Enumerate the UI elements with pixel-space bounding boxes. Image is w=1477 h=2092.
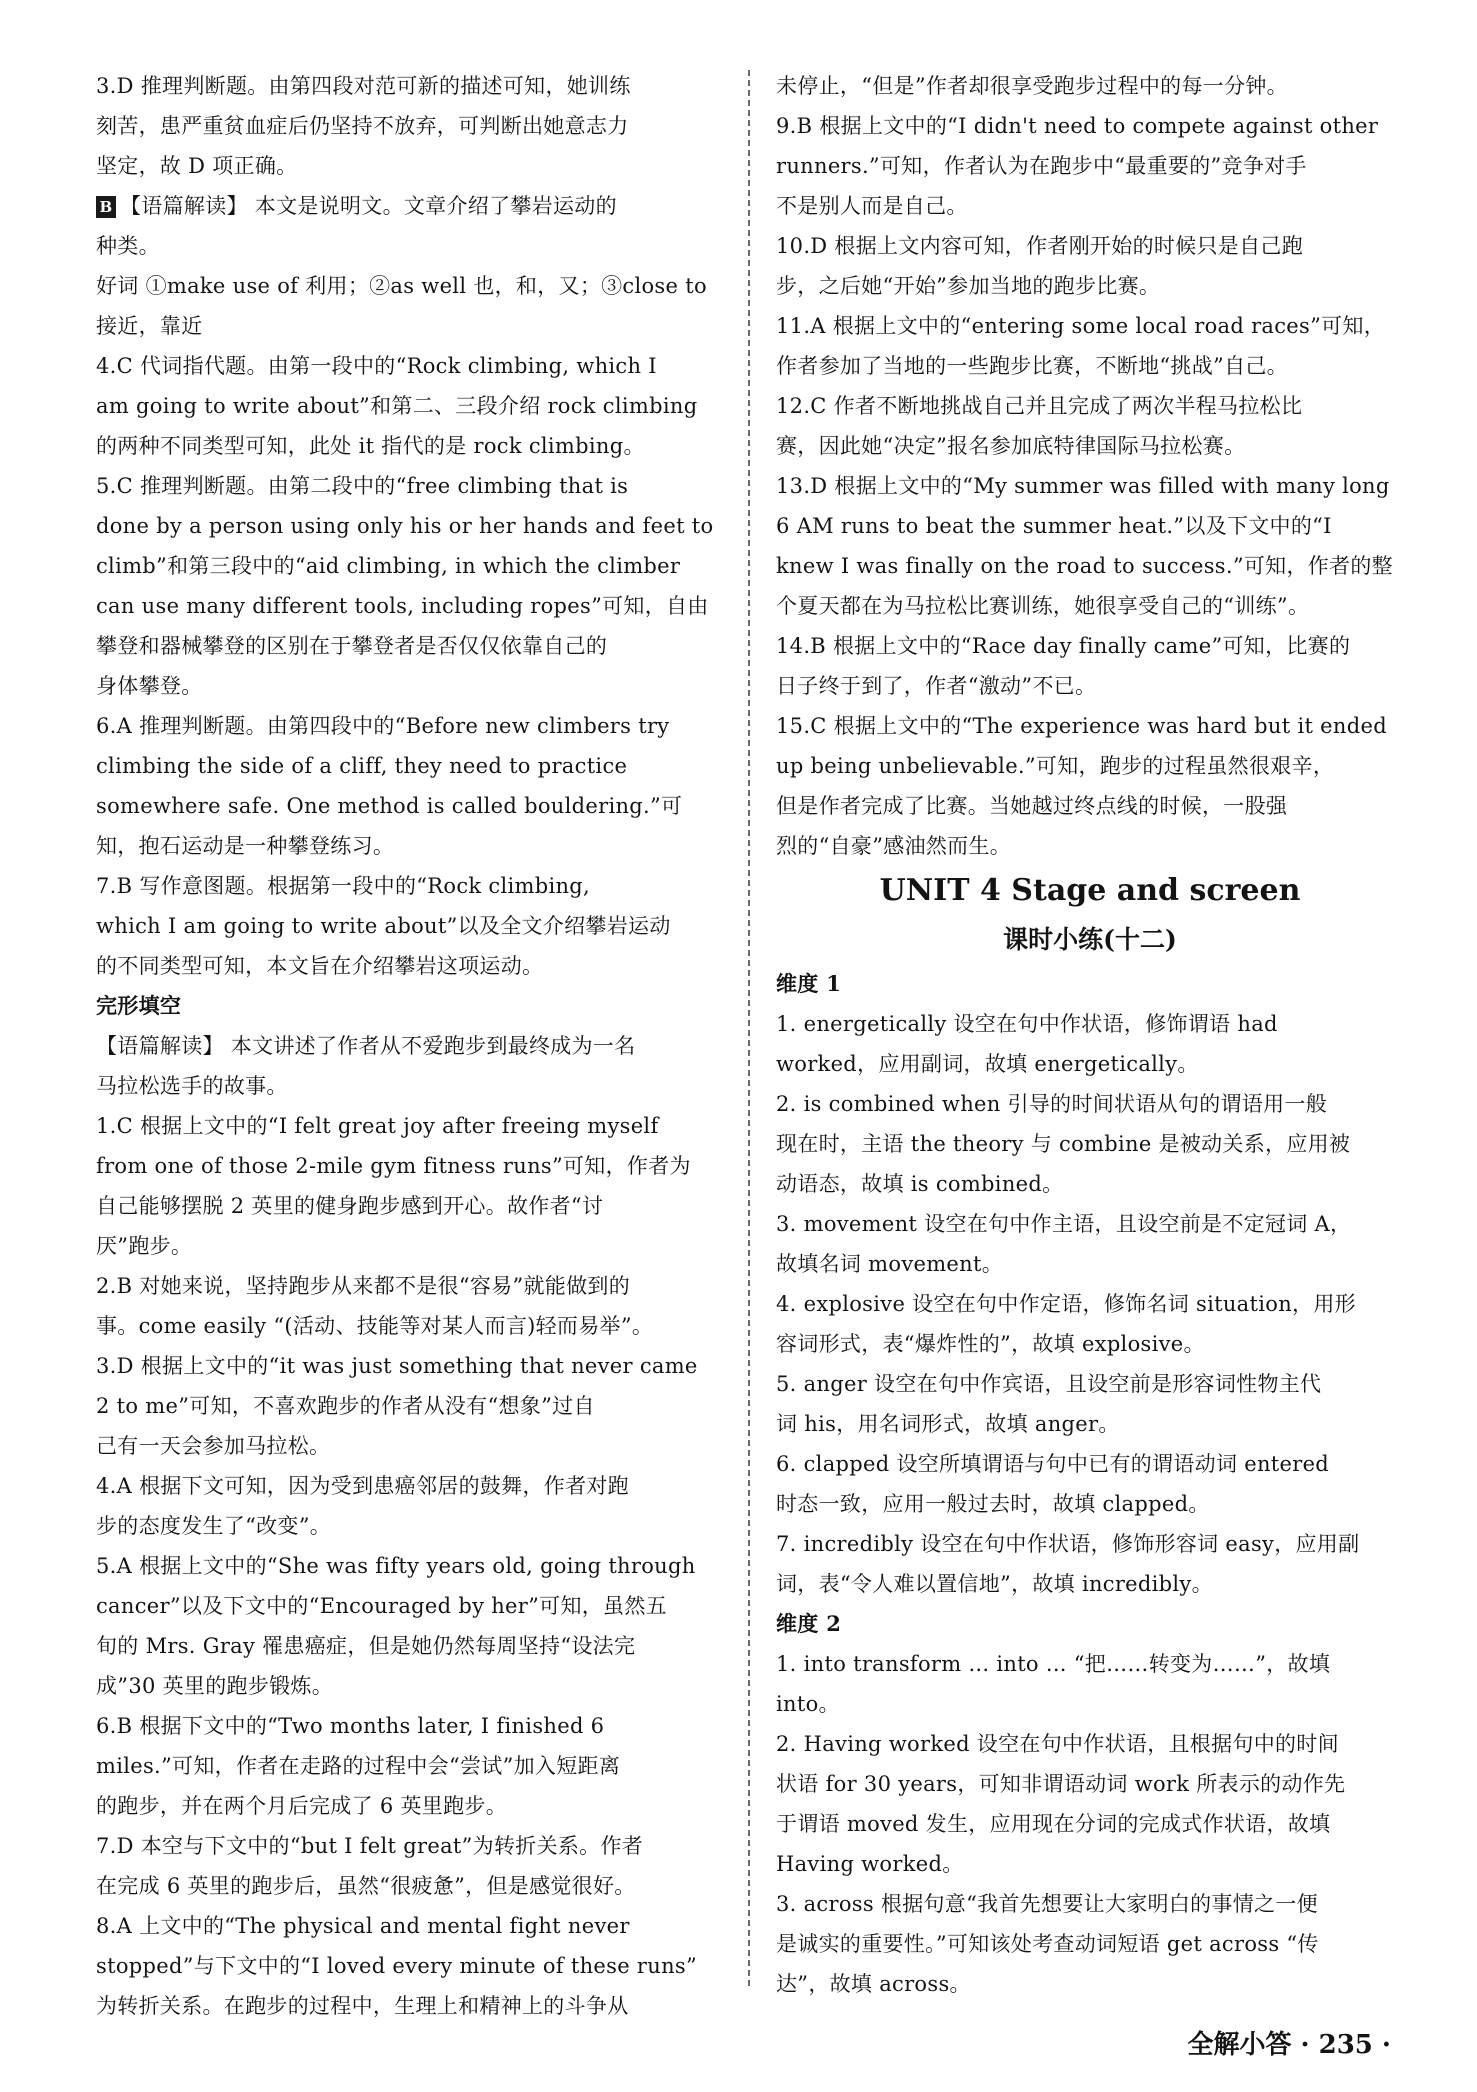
text-line: 4. explosive 设空在句中作定语，修饰名词 situation，用形 <box>776 1292 1356 1316</box>
text-line: 13.D 根据上文中的“My summer was filled with many long <box>776 474 1390 498</box>
text-line: into。 <box>776 1692 840 1716</box>
text-line: 2. is combined when 引导的时间状语从句的谓语用一般 <box>776 1092 1328 1116</box>
text-line: 达”，故填 across。 <box>776 1972 971 1996</box>
text-line: 不是别人而是自己。 <box>776 194 968 218</box>
text-line: 【语篇解读】 本文讲述了作者从不爱跑步到最终成为一名 <box>96 1034 636 1058</box>
passage-intro-line <box>96 186 722 226</box>
text-line: 故填名词 movement。 <box>776 1252 1004 1276</box>
text-line: from one of those 2-mile gym fitness runs”可知，作者为 <box>96 1154 691 1178</box>
text-line: 接近，靠近 <box>96 314 203 338</box>
text-line: which I am going to write about”以及全文介绍攀岩运动 <box>96 914 671 938</box>
text-line: stopped”与下文中的“I loved every minute of these runs” <box>96 1954 698 1978</box>
text-line: worked，应用副词，故填 energetically。 <box>776 1052 1199 1076</box>
text-line: 马拉松选手的故事。 <box>96 1074 288 1098</box>
text-line: up being unbelievable.”可知，跑步的过程虽然很艰辛， <box>776 754 1335 778</box>
text-line: 步的态度发生了“改变”。 <box>96 1514 332 1538</box>
text-line: 烈的“自豪”感油然而生。 <box>776 834 1012 858</box>
text-line: 7. incredibly 设空在句中作状语，修饰形容词 easy，应用副 <box>776 1532 1360 1556</box>
text-line: 2. Having worked 设空在句中作状语，且根据句中的时间 <box>776 1732 1339 1756</box>
text-line: 词 his，用名词形式，故填 anger。 <box>776 1412 1120 1436</box>
text-line: 己有一天会参加马拉松。 <box>96 1434 331 1458</box>
page-footer: 全解小答 · 235 · <box>1187 2030 1391 2060</box>
right-column <box>776 66 1404 2004</box>
text-line: 1. energetically 设空在句中作状语，修饰谓语 had <box>776 1012 1278 1036</box>
text-line: knew I was finally on the road to success.”可知，作者的整 <box>776 554 1393 578</box>
text-line: 但是作者完成了比赛。当她越过终点线的时候，一股强 <box>776 794 1288 818</box>
text-line: 好词 ①make use of 利用；②as well 也，和，又；③close to <box>96 274 707 298</box>
text-line: 身体攀登。 <box>96 674 203 698</box>
text-line: 12.C 作者不断地挑战自己并且完成了两次半程马拉松比 <box>776 394 1303 418</box>
text-line: 3. movement 设空在句中作主语，且设空前是不定冠词 A， <box>776 1212 1352 1236</box>
text-line: 4.A 根据下文可知，因为受到患癌邻居的鼓舞，作者对跑 <box>96 1474 629 1498</box>
text-line: 是诚实的重要性。”可知该处考查动词短语 get across “传 <box>776 1932 1319 1956</box>
section-label: 维度 2 <box>776 1611 842 1636</box>
unit-heading: UNIT 4 Stage and screen <box>879 873 1301 908</box>
text-line: 5. anger 设空在句中作宾语，且设空前是形容词性物主代 <box>776 1372 1322 1396</box>
text-line: 步，之后她“开始”参加当地的跑步比赛。 <box>776 274 1161 298</box>
text-line: 1.C 根据上文中的“I felt great joy after freeing myself <box>96 1114 659 1138</box>
text-line: 坚定，故 D 项正确。 <box>96 154 298 178</box>
text-line: 未停止，“但是”作者却很享受跑步过程中的每一分钟。 <box>776 74 1288 98</box>
text-line: 14.B 根据上文中的“Race day finally came”可知，比赛的 <box>776 634 1351 658</box>
text-line: 作者参加了当地的一些跑步比赛，不断地“挑战”自己。 <box>776 354 1288 378</box>
text-line: can use many different tools, including ropes”可知，自由 <box>96 594 709 618</box>
text-line: 攀登和器械攀登的区别在于攀登者是否仅仅依靠自己的 <box>96 634 608 658</box>
text-line: 3.D 根据上文中的“it was just something that never came <box>96 1354 698 1378</box>
column-divider <box>748 70 750 1986</box>
text-line: am going to write about”和第二、三段介绍 rock climbing <box>96 394 698 418</box>
text-line: 赛，因此她“决定”报名参加底特律国际马拉松赛。 <box>776 434 1246 458</box>
text-line: 5.A 根据上文中的“She was fifty years old, going through <box>96 1554 696 1578</box>
text-line: 的跑步，并在两个月后完成了 6 英里跑步。 <box>96 1794 508 1818</box>
text-line: runners.”可知，作者认为在跑步中“最重要的”竞争对手 <box>776 154 1307 178</box>
text-line: 自己能够摆脱 2 英里的健身跑步感到开心。故作者“讨 <box>96 1194 604 1218</box>
text-line: somewhere safe. One method is called bouldering.”可 <box>96 794 683 818</box>
text-line: 8.A 上文中的“The physical and mental fight never <box>96 1914 630 1938</box>
text-line: 7.D 本空与下文中的“but I felt great”为转折关系。作者 <box>96 1834 644 1858</box>
text-line: 9.B 根据上文中的“I didn't need to compete against other <box>776 114 1379 138</box>
text-line: 旬的 Mrs. Gray 罹患癌症，但是她仍然每周坚持“设法完 <box>96 1634 636 1658</box>
text-line: 的不同类型可知，本文旨在介绍攀岩这项运动。 <box>96 954 544 978</box>
text-line: 在完成 6 英里的跑步后，虽然“很疲惫”，但是感觉很好。 <box>96 1874 636 1898</box>
text-line: cancer”以及下文中的“Encouraged by her”可知，虽然五 <box>96 1594 667 1618</box>
text-line: 11.A 根据上文中的“entering some local road races”可知， <box>776 314 1386 338</box>
text-line: 4.C 代词指代题。由第一段中的“Rock climbing, which I <box>96 354 657 378</box>
text-line: 6. clapped 设空所填谓语与句中已有的谓语动词 entered <box>776 1452 1330 1476</box>
text-line: 2.B 对她来说，坚持跑步从来都不是很“容易”就能做到的 <box>96 1274 631 1298</box>
text-line: 3.D 推理判断题。由第四段对范可新的描述可知，她训练 <box>96 74 631 98</box>
text-line: 知，抱石运动是一种攀登练习。 <box>96 834 395 858</box>
text-line: 时态一致，应用一般过去时，故填 clapped。 <box>776 1492 1210 1516</box>
section-label: 维度 1 <box>776 971 842 996</box>
section-label: 完形填空 <box>96 993 182 1018</box>
text-line: 15.C 根据上文中的“The experience was hard but it ended <box>776 714 1387 738</box>
text-line: 6 AM runs to beat the summer heat.”以及下文中的“I <box>776 514 1332 538</box>
text-line: climb”和第三段中的“aid climbing, in which the climber <box>96 554 681 578</box>
text-line: 的两种不同类型可知，此处 it 指代的是 rock climbing。 <box>96 434 645 458</box>
text-line: 容词形式，表“爆炸性的”，故填 explosive。 <box>776 1332 1205 1356</box>
text-line: 刻苦，患严重贫血症后仍坚持不放弃，可判断出她意志力 <box>96 114 629 138</box>
text-line: 3. across 根据句意“我首先想要让大家明白的事情之一便 <box>776 1892 1318 1916</box>
text-line: 日子终于到了，作者“激动”不已。 <box>776 674 1097 698</box>
passage-badge: B <box>96 196 116 218</box>
text-line: 厌”跑步。 <box>96 1234 193 1258</box>
text-line: 现在时，主语 the theory 与 combine 是被动关系，应用被 <box>776 1132 1351 1156</box>
text-line: 动语态，故填 is combined。 <box>776 1172 1064 1196</box>
text-line: 5.C 推理判断题。由第二段中的“free climbing that is <box>96 474 629 498</box>
text-line: 6.B 根据下文中的“Two months later, I finished 6 <box>96 1714 605 1738</box>
passage-intro-text: 【语篇解读】 本文是说明文。文章介绍了攀岩运动的 <box>120 194 617 218</box>
text-line: 事。come easily “(活动、技能等对某人而言)轻而易举”。 <box>96 1314 654 1338</box>
text-line: Having worked。 <box>776 1852 964 1876</box>
text-line: 为转折关系。在跑步的过程中，生理上和精神上的斗争从 <box>96 1994 629 2018</box>
text-line: 种类。 <box>96 234 160 258</box>
text-line: 个夏天都在为马拉松比赛训练，她很享受自己的“训练”。 <box>776 594 1310 618</box>
text-line: 词，表“令人难以置信地”，故填 incredibly。 <box>776 1572 1213 1596</box>
text-line: 10.D 根据上文内容可知，作者刚开始的时候只是自己跑 <box>776 234 1304 258</box>
text-line: climbing the side of a cliff, they need to practice <box>96 754 628 778</box>
text-line: 6.A 推理判断题。由第四段中的“Before new climbers try <box>96 714 670 738</box>
text-line: miles.”可知，作者在走路的过程中会“尝试”加入短距离 <box>96 1754 621 1778</box>
lesson-subheading: 课时小练(十二) <box>1003 925 1177 954</box>
text-line: 于谓语 moved 发生，应用现在分词的完成式作状语，故填 <box>776 1812 1331 1836</box>
text-line: done by a person using only his or her hands and feet to <box>96 514 714 538</box>
text-line: 1. into transform ... into ... “把……转变为……”，故填 <box>776 1652 1331 1676</box>
text-line: 2 to me”可知，不喜欢跑步的作者从没有“想象”过自 <box>96 1394 595 1418</box>
text-line: 7.B 写作意图题。根据第一段中的“Rock climbing, <box>96 874 591 898</box>
text-line: 成”30 英里的跑步锻炼。 <box>96 1674 334 1698</box>
left-column <box>96 66 722 2026</box>
text-line: 状语 for 30 years，可知非谓语动词 work 所表示的动作先 <box>776 1772 1346 1796</box>
